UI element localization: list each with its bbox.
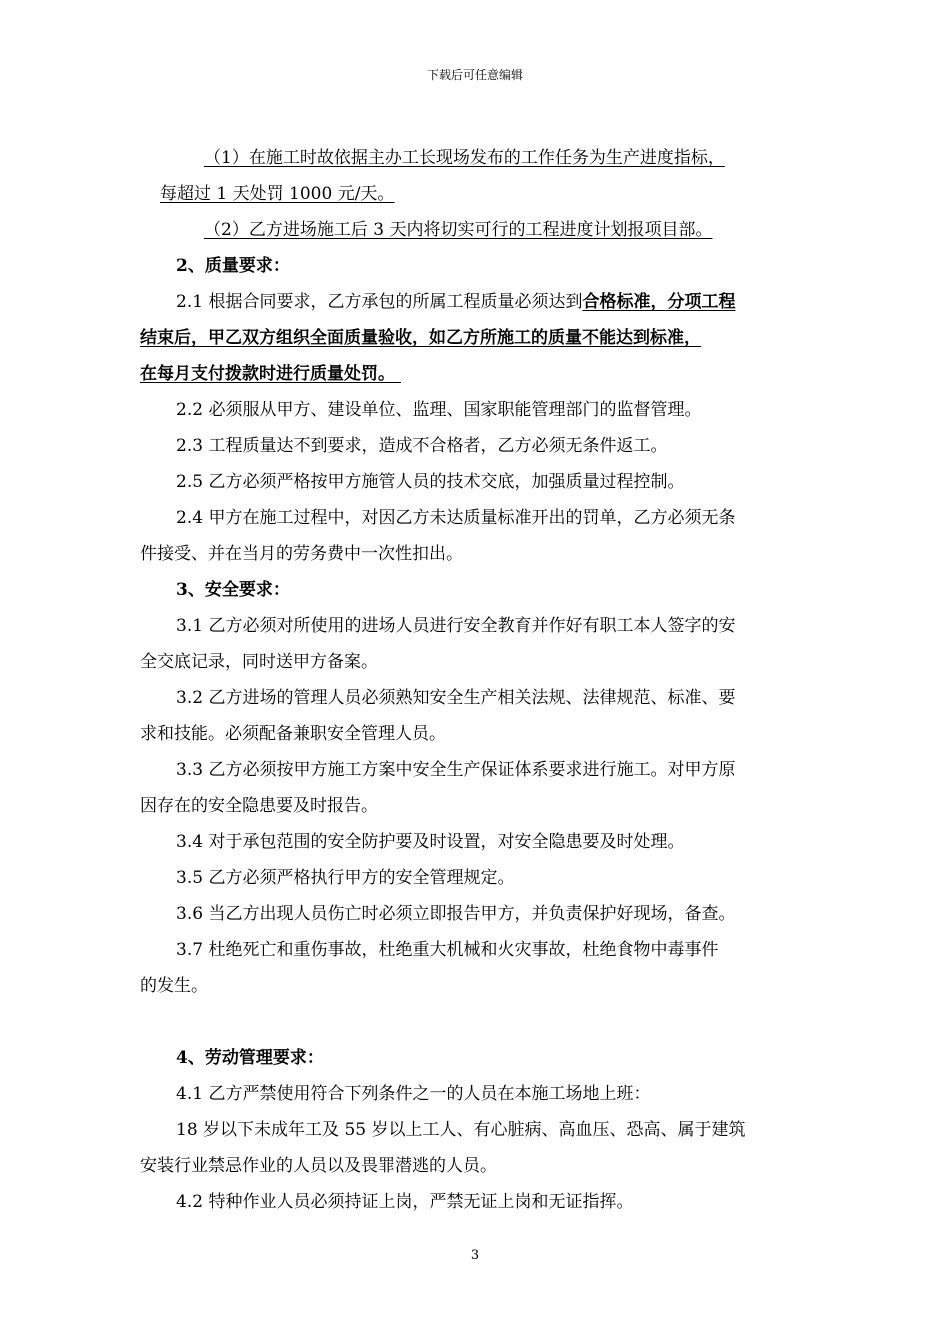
quality-2-1-bold: 合格标准，分项工程 [582, 292, 736, 312]
labor-4-1-detail: 18 岁以下未成年工及 55 岁以上工人、有心脏病、高血压、恐高、属于建筑 [176, 1120, 746, 1140]
safety-3-4: 3.4 对于承包范围的安全防护要及时设置，对安全隐患要及时处理。 [176, 832, 685, 852]
quality-2-1-cont-text: 结束后，甲乙双方组织全面质量验收，如乙方所施工的质量不能达到标准， [140, 328, 701, 348]
labor-4-2: 4.2 特种作业人员必须持证上岗，严禁无证上岗和无证指挥。 [176, 1192, 634, 1212]
page-number: 3 [470, 1248, 480, 1263]
quality-2-1-end [140, 356, 812, 392]
section-heading-labor: 4、劳动管理要求： [176, 1048, 324, 1068]
progress-item-1-cont-text: 每超过 1 天处罚 1000 元/天。 [160, 184, 395, 204]
blank-line [140, 1004, 812, 1040]
safety-3-1: 3.1 乙方必须对所使用的进场人员进行安全教育并作好有职工本人签字的安 [176, 616, 736, 636]
safety-3-2: 3.2 乙方进场的管理人员必须熟知安全生产相关法规、法律规范、标准、要 [176, 688, 736, 708]
safety-3-7: 3.7 杜绝死亡和重伤事故，杜绝重大机械和火灾事故，杜绝食物中毒事件 [176, 940, 719, 960]
quality-2-3: 2.3 工程质量达不到要求，造成不合格者，乙方必须无条件返工。 [176, 436, 668, 456]
progress-item-1-cont [140, 176, 812, 212]
quality-2-5: 2.5 乙方必须严格按甲方施管人员的技术交底，加强质量过程控制。 [176, 472, 685, 492]
section-heading-safety: 3、安全要求： [176, 580, 290, 600]
quality-2-4: 2.4 甲方在施工过程中，对因乙方未达质量标准开出的罚单，乙方必须无条 [176, 508, 736, 528]
progress-item-2-text: （2）乙方进场施工后 3 天内将切实可行的工程进度计划报项目部。 [204, 220, 713, 240]
page-header: 下载后可任意编辑 [426, 68, 523, 82]
section-heading-quality: 2、质量要求： [176, 256, 290, 276]
safety-3-1-cont: 全交底记录，同时送甲方备案。 [140, 652, 378, 672]
quality-2-2: 2.2 必须服从甲方、建设单位、监理、国家职能管理部门的监督管理。 [176, 400, 702, 420]
quality-2-1-end-text: 在每月支付拨款时进行质量处罚。 [140, 364, 395, 384]
safety-3-2-cont: 求和技能。必须配备兼职安全管理人员。 [140, 724, 446, 744]
safety-3-7-cont: 的发生。 [140, 976, 208, 996]
safety-3-6: 3.6 当乙方出现人员伤亡时必须立即报告甲方，并负责保护好现场，备查。 [176, 904, 736, 924]
underline-fill [395, 356, 449, 392]
document-body [140, 140, 812, 1220]
labor-4-1-detail-cont: 安装行业禁忌作业的人员以及畏罪潜逃的人员。 [140, 1156, 497, 1176]
quality-2-4-cont: 件接受、并在当月的劳务费中一次性扣出。 [140, 544, 463, 564]
progress-item-1-text: （1）在施工时故依据主办工长现场发布的工作任务为生产进度指标， [204, 148, 725, 168]
quality-2-1-text: 2.1 根据合同要求，乙方承包的所属工程质量必须达到 [176, 292, 583, 312]
labor-4-1: 4.1 乙方严禁使用符合下列条件之一的人员在本施工场地上班： [176, 1084, 651, 1104]
quality-2-1 [140, 284, 812, 320]
safety-3-3: 3.3 乙方必须按甲方施工方案中安全生产保证体系要求进行施工。对甲方原 [176, 760, 736, 780]
progress-item-2 [140, 212, 812, 248]
safety-3-5: 3.5 乙方必须严格执行甲方的安全管理规定。 [176, 868, 515, 888]
safety-3-3-cont: 因存在的安全隐患要及时报告。 [140, 796, 378, 816]
progress-item-1 [140, 140, 812, 176]
quality-2-1-cont [140, 320, 812, 356]
